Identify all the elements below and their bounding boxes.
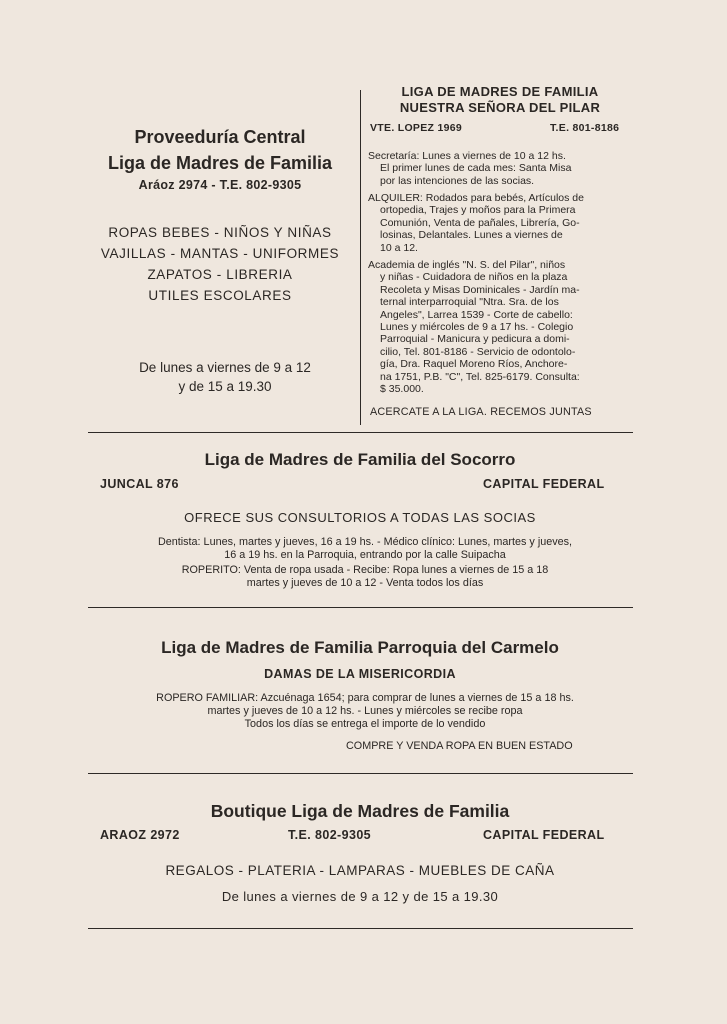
pilar-closing: ACERCATE A LA LIGA. RECEMOS JUNTAS	[370, 406, 592, 418]
boutique-hours: De lunes a viernes de 9 a 12 y de 15 a 19.30	[221, 889, 499, 904]
carmelo-line: martes y jueves de 10 a 12 hs. - Lunes y miércoles se recibe ropa	[207, 705, 523, 717]
carmelo-line: ROPERO FAMILIAR: Azcuénaga 1654; para comprar de lunes a viernes de 15 a 18 hs.	[156, 692, 574, 704]
proveeduria-title-line2: Liga de Madres de Familia	[107, 153, 333, 173]
carmelo-details	[80, 692, 650, 731]
pilar-academia-line: Angeles", Larrea 1539 - Corte de cabello:	[380, 308, 573, 321]
proveeduria-section	[80, 124, 360, 192]
pilar-alquiler	[368, 192, 630, 254]
pilar-academia-line: ternal interparroquial "Ntra. Sra. de los	[380, 296, 559, 309]
pilar-secretaria-line: Secretaría: Lunes a viernes de 10 a 12 hs.	[368, 150, 566, 162]
pilar-alquiler-line: ALQUILER: Rodados para bebés, Artículos de	[368, 192, 584, 204]
socorro-line: ROPERITO: Venta de ropa usada - Recibe: Ropa lunes a viernes de 15 a 18	[181, 564, 549, 576]
column-divider	[360, 90, 361, 425]
pilar-academia-line: cilio, Tel. 801-8186 - Servicio de odontolo-	[380, 345, 576, 358]
socorro-address: JUNCAL 876	[100, 477, 179, 491]
proveeduria-hours-line2: y de 15 a 19.30	[178, 379, 272, 394]
proveeduria-item: VAJILLAS - MANTAS - UNIFORMES	[100, 246, 340, 261]
socorro-title: Liga de Madres de Familia del Socorro	[204, 450, 516, 469]
pilar-alquiler-line: ortopedia, Trajes y moños para la Primera	[380, 204, 576, 217]
socorro-city: CAPITAL FEDERAL	[483, 477, 605, 491]
pilar-academia-line: Lunes y miércoles de 9 a 17 hs. - Colegio	[380, 321, 574, 334]
socorro-line: Dentista: Lunes, martes y jueves, 16 a 19 hs. - Médico clínico: Lunes, martes y jueves,	[157, 536, 573, 548]
boutique-city: CAPITAL FEDERAL	[483, 828, 605, 842]
pilar-title-line1: LIGA DE MADRES DE FAMILIA	[401, 84, 599, 99]
proveeduria-items	[70, 222, 370, 306]
carmelo-closing: COMPRE Y VENDA ROPA EN BUEN ESTADO	[346, 740, 573, 752]
pilar-academia-line: y niñas - Cuidadora de niños en la plaza	[380, 271, 568, 284]
section-divider	[88, 928, 633, 929]
pilar-title-line2: NUESTRA SEÑORA DEL PILAR	[399, 100, 601, 115]
boutique-title: Boutique Liga de Madres de Familia	[210, 801, 510, 821]
pilar-secretaria-line: El primer lunes de cada mes: Santa Misa	[380, 162, 572, 175]
pilar-academia-line: Academia de inglés "N. S. del Pilar", niños	[368, 259, 566, 271]
socorro-line: 16 a 19 hs. en la Parroquia, entrando por la calle Suipacha	[224, 549, 506, 561]
section-divider	[88, 607, 633, 608]
pilar-header	[372, 84, 628, 116]
proveeduria-item: ZAPATOS - LIBRERIA	[147, 267, 293, 282]
socorro-line: martes y jueves de 10 a 12 - Venta todos los días	[246, 577, 484, 589]
proveeduria-address: Aráoz 2974 - T.E. 802-9305	[138, 178, 302, 192]
pilar-alquiler-line: losinas, Delantales. Lunes a viernes de	[380, 229, 563, 242]
boutique-phone: T.E. 802-9305	[288, 828, 372, 842]
pilar-secretaria	[368, 150, 630, 187]
proveeduria-item: UTILES ESCOLARES	[148, 288, 292, 303]
pilar-alquiler-line: Comunión, Venta de pañales, Librería, Go-	[380, 216, 580, 229]
boutique-items: REGALOS - PLATERIA - LAMPARAS - MUEBLES DE CAÑA	[165, 863, 555, 878]
proveeduria-hours-line1: De lunes a viernes de 9 a 12	[139, 360, 311, 375]
pilar-academia-line: na 1751, P.B. "C", Tel. 825-6179. Consulta:	[380, 370, 580, 383]
proveeduria-title-line1: Proveeduría Central	[134, 127, 306, 147]
section-divider	[88, 432, 633, 433]
pilar-academia-line: Parroquial - Manicura y pedicura a domi-	[380, 333, 570, 346]
pilar-alquiler-line: 10 a 12.	[380, 241, 418, 254]
pilar-phone: T.E. 801-8186	[550, 122, 620, 134]
carmelo-subtitle: DAMAS DE LA MISERICORDIA	[264, 667, 456, 681]
pilar-academia-line: gía, Dra. Raquel Moreno Ríos, Anchore-	[380, 358, 568, 371]
pilar-academia-line: $ 35.000.	[380, 383, 424, 396]
boutique-address: ARAOZ 2972	[100, 828, 180, 842]
socorro-details	[80, 536, 650, 590]
pilar-location: VTE. LOPEZ 1969	[370, 122, 463, 134]
carmelo-line: Todos los días se entrega el importe de lo vendido	[244, 718, 486, 730]
proveeduria-hours	[80, 358, 370, 396]
carmelo-title: Liga de Madres de Familia Parroquia del Carmelo	[161, 638, 559, 657]
proveeduria-item: ROPAS BEBES - NIÑOS Y NIÑAS	[108, 225, 332, 240]
socorro-headline: OFRECE SUS CONSULTORIOS A TODAS LAS SOCIAS	[184, 510, 536, 525]
pilar-secretaria-line: por las intenciones de las socias.	[380, 174, 535, 187]
pilar-academia-line: Recoleta y Misas Dominicales - Jardín ma-	[380, 283, 580, 296]
section-divider	[88, 773, 633, 774]
pilar-academia	[368, 259, 630, 395]
